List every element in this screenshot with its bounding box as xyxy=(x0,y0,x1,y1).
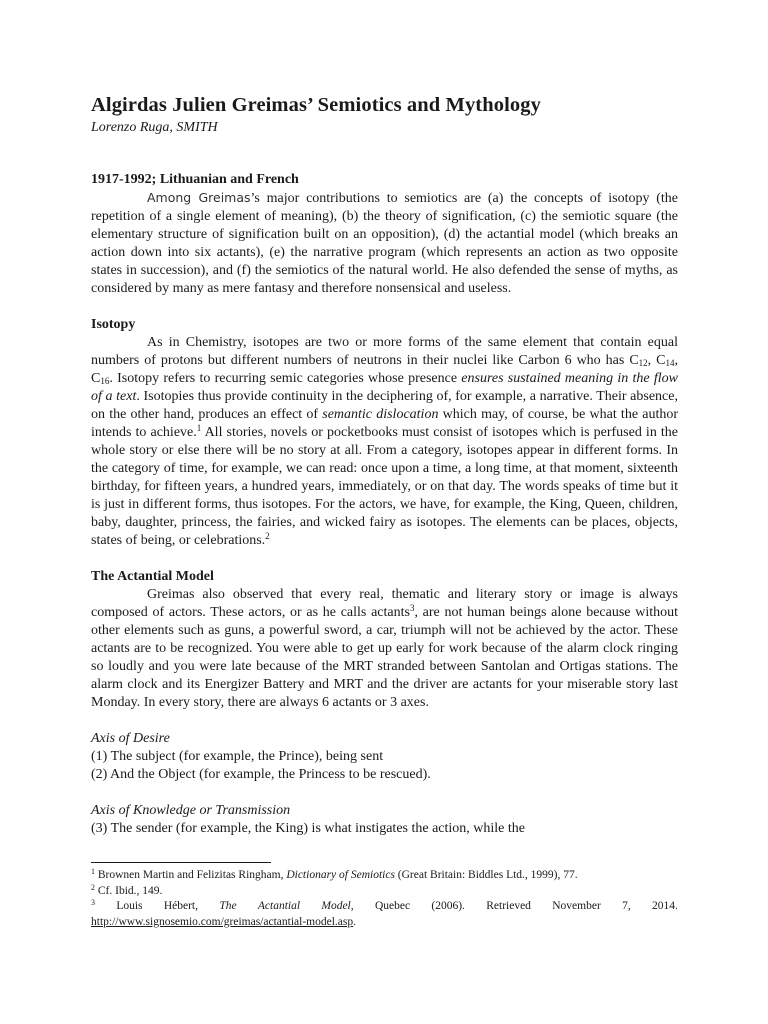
paragraph-isotopy: As in Chemistry, isotopes are two or more forms of the same element that contain equal numbers of protons but different numbers of neutrons in their nuclei like Carbon 6 who has $C_{12}$, $C_{14}$, $C_{16}$. Isotopy refers to recurring semic categories whose presence ensures sustained meaning in the flow of a text. Isotopies thus provide continuity in the deciphering of, for example, a narrative. Their absence, on the other hand, produces an effect of semantic dislocation which may, of course, be what the author intends to achieve.$^1$ All stories, novels or pocketbooks must consist of isotopes which is perfused in the whole story or else there will be no story at all. From a category, isotopes appear in different forms. In the category of time, for example, we can read: once upon a time, a long time, at that moment, sixteenth birthday, for fifteen years, a hundred years, immediately, or on that day. The words speaks of time but it is just in different forms, thus isotopes. For the actors, we have, for example, the King, Queen, children, baby, daughter, princess, the fairies, and wicked fairy as isotopes. The elements can be places, objects, states of being, or celebrations.$^2$ xyxy=(91,335,679,548)
footnote-ref-2: 2 xyxy=(265,531,270,541)
subheading-axis-knowledge: Axis of Knowledge or Transmission xyxy=(91,803,291,818)
footnote-1: $^1$ Brownen Martin and Felizitas Ringham, Dictionary of Semiotics (Great Britain: Biddles Ltd., 1999), 77. xyxy=(91,867,578,881)
section-heading-bio: 1917-1992; Lithuanian and French xyxy=(91,172,299,187)
footnote-2: $^2$ Cf. Ibid., 149. xyxy=(91,882,163,897)
emphasis-text: semantic dislocation xyxy=(322,407,439,422)
footnote-3: $^3$ Louis Hébert, The Actantial Model, Quebec (2006). Retrieved November 7, 2014. xyxy=(91,898,678,912)
page-title: Algirdas Julien Greimas’ Semiotics and Mythology xyxy=(91,94,541,116)
footnote-3-link-line: http://www.signosemio.com/greimas/actantial-model.asp. xyxy=(91,915,356,928)
lead-fragment: Among Greimas xyxy=(147,190,251,205)
paragraph-contributions: Among Greimas’s major contributions to semiotics are (a) the concepts of isotopy (the repetition of a single element of meaning), (b) the theory of signification, (c) the semiotic square (the elementary structure of signification built on an opposition), (d) the actantial model (which breaks an action down into six actants), (e) the narrative program (which represents an action as two opposite states in succession), and (f) the semiotics of the natural world. He also defended the sense of myths, as considered by many as mere fantasy and therefore nonsensical and useless. xyxy=(91,190,678,296)
footnote-divider xyxy=(91,862,271,863)
subheading-axis-desire: Axis of Desire xyxy=(91,731,170,746)
list-item: (2) And the Object (for example, the Princess to be rescued). xyxy=(91,767,431,782)
document-body xyxy=(91,92,678,838)
author-line: Lorenzo Ruga, SMITH xyxy=(91,120,218,135)
footnotes xyxy=(91,868,678,930)
footnote-ref-3: 3 xyxy=(409,603,415,613)
reference-link[interactable]: http://www.signosemio.com/greimas/actantial-model.asp xyxy=(91,915,354,928)
list-item: (3) The sender (for example, the King) is what instigates the action, while the xyxy=(91,821,525,836)
paragraph-actantial: Greimas also observed that every real, thematic and literary story or image is always composed of actors. These actors, or as he calls actants$^3$, are not human beings alone because without other elements such as guns, a powerful sword, a car, triumph will not be achieved by the actor. These actants are to be recognized. You were able to get up early for work because of the alarm clock ringing so loudly and you were late because of the MRT stranded between Santolan and Ortigas stations. The alarm clock and its Energizer Battery and MRT and the driver are actants for your miserable story last Monday. In every story, there are always 6 actants or 3 axes. xyxy=(91,587,678,710)
list-item: (1) The subject (for example, the Prince), being sent xyxy=(91,749,384,764)
section-heading-isotopy: Isotopy xyxy=(91,317,136,332)
section-heading-actantial: The Actantial Model xyxy=(91,569,214,584)
footnote-ref-1: 1 xyxy=(196,423,202,433)
emphasis-text: ensures sustained meaning in the flow of a text xyxy=(91,371,678,404)
